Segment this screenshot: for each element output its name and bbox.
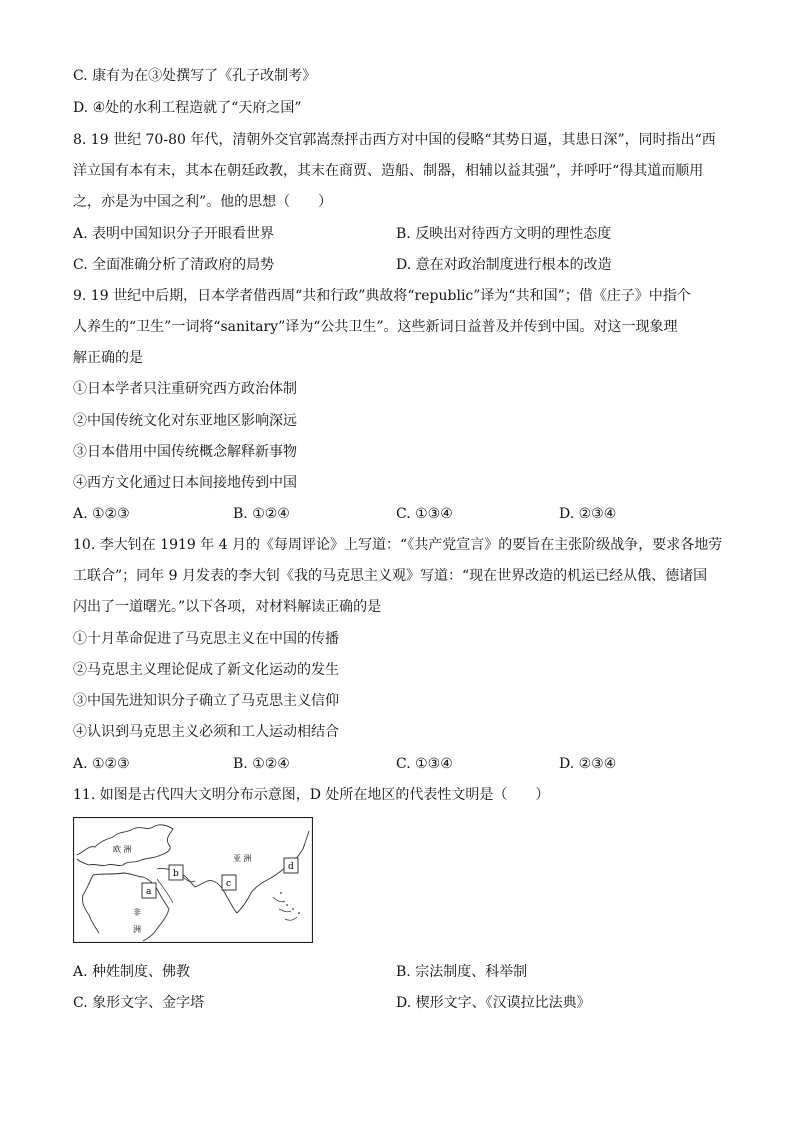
q9-statement-4: ④西方文化通过日本间接地传到中国 (73, 475, 297, 491)
label-africa-1: 非 (133, 908, 141, 917)
q9-statement-2: ②中国传统文化对东亚地区影响深远 (73, 413, 297, 429)
q9-option-b: B. ①②④ (233, 506, 290, 522)
marker-b-label: b (173, 869, 179, 879)
q9-stem-line2: 人养生的“卫生”一词将“sanitary”译为“公共卫生”。这些新词日益普及并传到中国。对这一现象理 (73, 319, 678, 335)
q9-stem-line1: 9. 19 世纪中后期，日本学者借西周“共和行政”典故将“republic”译为“共和国”；借《庄子》中指个 (73, 288, 691, 304)
marker-a-label: a (146, 887, 152, 897)
q8-option-a: A. 表明中国知识分子开眼看世界 (73, 226, 275, 242)
q8-option-d: D. 意在对政治制度进行根本的改造 (396, 257, 612, 273)
q8-stem-line2: 洋立国有本有末，其本在朝廷政教，其末在商贾、造船、制器，相辅以益其强”，并呼吁“得其道而顺用 (73, 163, 704, 179)
q11-option-a: A. 种姓制度、佛教 (73, 964, 191, 980)
q11-option-b: B. 宗法制度、科举制 (396, 964, 528, 980)
q7-option-d: D. ④处的水利工程造就了“天府之国” (73, 100, 302, 116)
label-europe: 欧 洲 (113, 845, 132, 854)
q9-option-d: D. ②③④ (559, 506, 617, 522)
q10-stem-line1: 10. 李大钊在 1919 年 4 月的《每周评论》上写道：“《共产党宣言》的要旨在主张阶级战争，要求各地劳 (73, 537, 723, 553)
q9-stem-line3: 解正确的是 (73, 350, 143, 366)
q10-option-d: D. ②③④ (559, 756, 617, 772)
q11-option-d: D. 楔形文字、《汉谟拉比法典》 (396, 995, 591, 1011)
label-asia: 亚 洲 (233, 854, 252, 863)
q11-stem-line1: 11. 如图是古代四大文明分布示意图，D 处所在地区的代表性文明是（ ） (73, 787, 550, 803)
q8-option-b: B. 反映出对待西方文明的理性态度 (396, 226, 612, 242)
q9-option-a: A. ①②③ (73, 506, 130, 522)
marker-c-label: c (226, 879, 232, 889)
q10-statement-2: ②马克思主义理论促成了新文化运动的发生 (73, 662, 339, 678)
ancient-civilizations-map (73, 817, 313, 943)
map-frame (74, 818, 313, 943)
q10-statement-1: ①十月革命促进了马克思主义在中国的传播 (73, 631, 339, 647)
q8-stem-line1: 8. 19 世纪 70-80 年代，清朝外交官郭嵩焘抨击西方对中国的侵略“其势日逼，其患日深”，同时指出“西 (73, 132, 716, 148)
q10-statement-4: ④认识到马克思主义必须和工人运动相结合 (73, 724, 339, 740)
q8-stem-line3: 之，亦是为中国之利”。他的思想（ ） (73, 194, 333, 210)
q9-option-c: C. ①③④ (396, 506, 453, 522)
q11-option-c: C. 象形文字、金字塔 (73, 995, 205, 1011)
q10-option-a: A. ①②③ (73, 756, 130, 772)
q9-statement-1: ①日本学者只注重研究西方政治体制 (73, 381, 297, 397)
q9-statement-3: ③日本借用中国传统概念解释新事物 (73, 444, 297, 460)
q10-statement-3: ③中国先进知识分子确立了马克思主义信仰 (73, 693, 339, 709)
q7-option-c: C. 康有为在③处撰写了《孔子改制考》 (73, 68, 317, 84)
q10-stem-line2: 工联合”；同年 9 月发表的李大钊《我的马克思主义观》写道：“现在世界改造的机运已经从俄、德诸国 (73, 568, 708, 584)
q10-option-b: B. ①②④ (233, 756, 290, 772)
q8-option-c: C. 全面准确分析了清政府的局势 (73, 257, 275, 273)
marker-d-label: d (288, 862, 294, 872)
label-africa-2: 洲 (133, 925, 141, 934)
q10-option-c: C. ①③④ (396, 756, 453, 772)
q10-stem-line3: 闪出了一道曙光。”以下各项，对材料解读正确的是 (73, 599, 382, 615)
